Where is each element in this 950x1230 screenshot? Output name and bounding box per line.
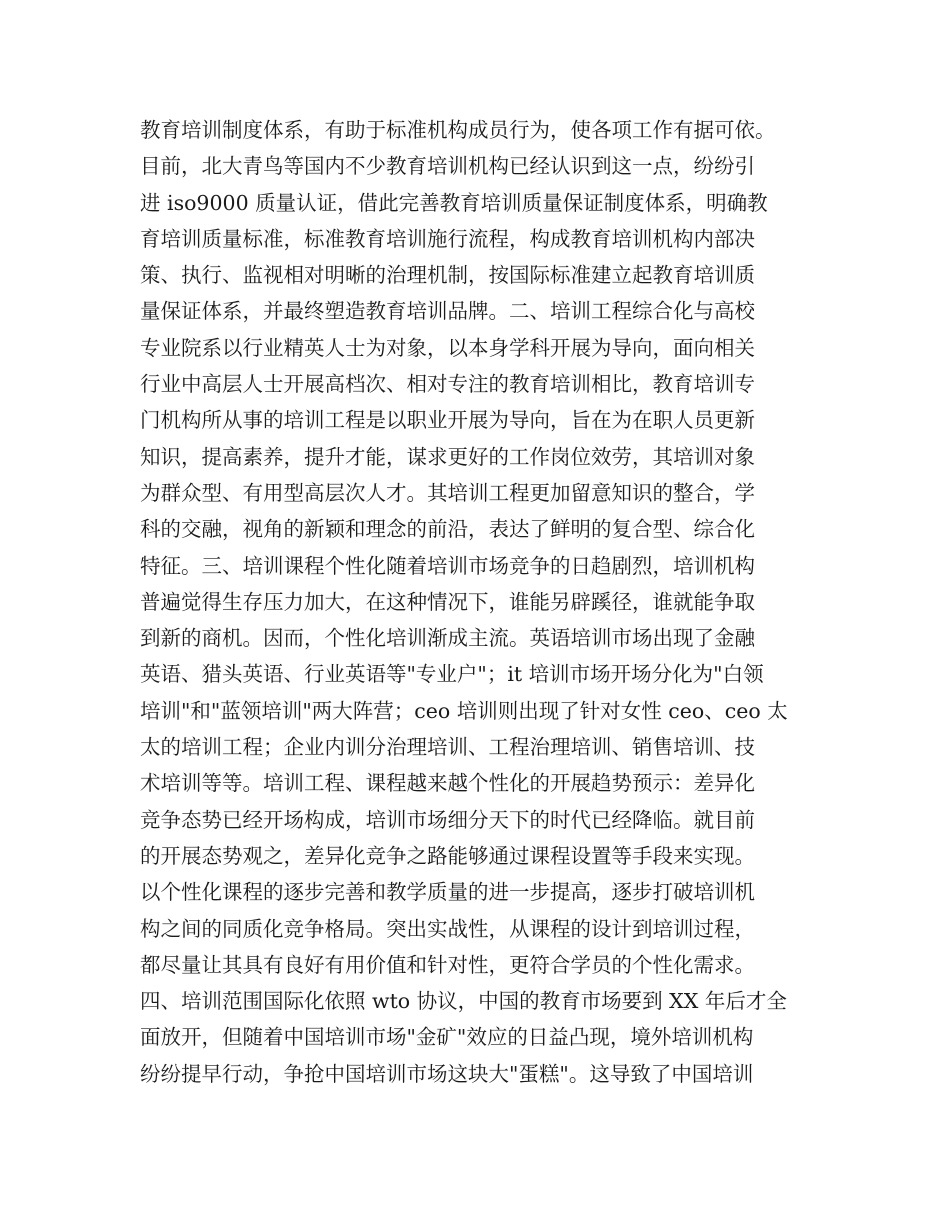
- text-line: 竞争态势已经开场构成，培训市场细分天下的时代已经降临。就目前: [140, 807, 755, 832]
- text-line: 门机构所从事的培训工程是以职业开展为导向，旨在为在职人员更新: [140, 408, 755, 433]
- text-line: 科的交融，视角的新颖和理念的前沿，表达了鲜明的复合型、综合化: [140, 517, 755, 542]
- text-line: 知识，提高素养，提升才能，谋求更好的工作岗位效劳，其培训对象: [140, 444, 755, 469]
- text-line: 术培训等等。培训工程、课程越来越个性化的开展趋势预示：差异化: [140, 771, 755, 796]
- text-line: 育培训质量标准，标准教育培训施行流程，构成教育培训机构内部决: [140, 226, 755, 251]
- text-line: 纷纷提早行动，争抢中国培训市场这块大"蛋糕"。这导致了中国培训: [140, 1061, 754, 1086]
- text-line: 都尽量让其具有良好有用价值和针对性，更符合学员的个性化需求。: [140, 952, 755, 977]
- text-line: 为群众型、有用型高层次人才。其培训工程更加留意知识的整合，学: [140, 480, 755, 505]
- text-line: 教育培训制度体系，有助于标准机构成员行为，使各项工作有据可依。: [140, 118, 776, 142]
- text-line: 专业院系以行业精英人士为对象，以本身学科开展为导向，面向相关: [140, 335, 755, 360]
- text-line: 构之间的同质化竞争格局。突出实战性，从课程的设计到培训过程，: [140, 916, 755, 941]
- text-line: 面放开，但随着中国培训市场"金矿"效应的日益凸现，境外培训机构: [140, 1025, 754, 1050]
- text-line: 进 iso9000 质量认证，借此完善教育培训质量保证制度体系，明确教: [140, 190, 768, 215]
- text-line: 培训"和"蓝领培训"两大阵营；ceo 培训则出现了针对女性 ceo、ceo 太: [140, 698, 788, 723]
- text-line: 策、执行、监视相对明晰的治理机制，按国际标准建立起教育培训质: [140, 263, 755, 288]
- text-line: 特征。三、培训课程个性化随着培训市场竞争的日趋剧烈，培训机构: [140, 553, 755, 578]
- text-line: 到新的商机。因而，个性化培训渐成主流。英语培训市场出现了金融: [140, 626, 755, 651]
- text-line: 普遍觉得生存压力加大，在这种情况下，谁能另辟蹊径，谁就能争取: [140, 589, 755, 614]
- text-line: 目前，北大青鸟等国内不少教育培训机构已经认识到这一点，纷纷引: [140, 154, 755, 179]
- text-line: 以个性化课程的逐步完善和教学质量的进一步提高，逐步打破培训机: [140, 880, 755, 905]
- text-line: 四、培训范围国际化依照 wto 协议，中国的教育市场要到 XX 年后才全: [140, 989, 787, 1014]
- text-line: 行业中高层人士开展高档次、相对专注的教育培训相比，教育培训专: [140, 372, 755, 397]
- text-line: 量保证体系，并最终塑造教育培训品牌。二、培训工程综合化与高校: [140, 299, 755, 324]
- text-line: 太的培训工程；企业内训分治理培训、工程治理培训、销售培训、技: [140, 735, 755, 760]
- text-line: 英语、猎头英语、行业英语等"专业户"；it 培训市场开场分化为"白领: [140, 662, 764, 687]
- body-text: [140, 112, 840, 1092]
- text-line: 的开展态势观之，差异化竞争之路能够通过课程设置等手段来实现。: [140, 843, 755, 868]
